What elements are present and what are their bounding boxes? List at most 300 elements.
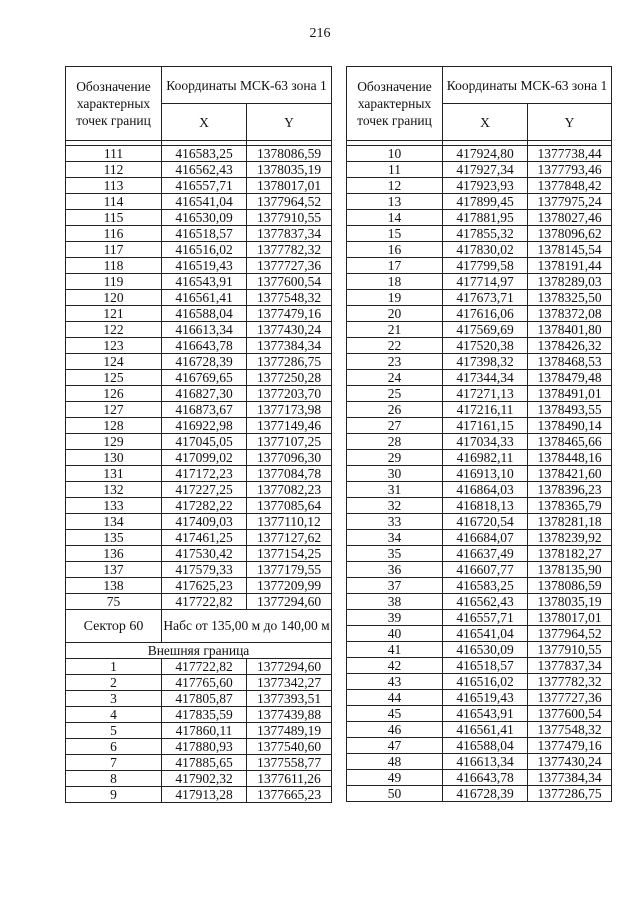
table-row (347, 242, 612, 258)
coord-x: 416613,34 (443, 754, 528, 770)
table-row (66, 771, 332, 787)
header-y: Y (528, 104, 612, 141)
coordinates-table-left (65, 66, 332, 803)
coord-x: 417835,59 (162, 707, 247, 723)
coord-x: 416562,43 (162, 162, 247, 178)
table-row (347, 626, 612, 642)
point-number: 41 (347, 642, 443, 658)
coord-x: 417923,93 (443, 178, 528, 194)
coord-y: 1377540,60 (247, 739, 332, 755)
header-point-name: Обозначение характерных точек границ (66, 67, 162, 141)
coord-x: 417227,25 (162, 482, 247, 498)
coordinates-table-right (346, 66, 612, 802)
coord-x: 416516,02 (162, 242, 247, 258)
point-number: 2 (66, 675, 162, 691)
coord-x: 417398,32 (443, 354, 528, 370)
table-row (347, 210, 612, 226)
coord-y: 1377910,55 (247, 210, 332, 226)
coord-x: 416541,04 (443, 626, 528, 642)
coord-y: 1377793,46 (528, 162, 612, 178)
table-row (347, 770, 612, 786)
point-number: 40 (347, 626, 443, 642)
table-row (347, 594, 612, 610)
point-number: 3 (66, 691, 162, 707)
table-row (347, 738, 612, 754)
coord-y: 1377096,30 (247, 450, 332, 466)
coord-y: 1377082,23 (247, 482, 332, 498)
coord-y: 1377430,24 (247, 322, 332, 338)
point-number: 47 (347, 738, 443, 754)
table-row (66, 787, 332, 803)
table-row (347, 338, 612, 354)
table-row (66, 402, 332, 418)
point-number: 45 (347, 706, 443, 722)
coord-x: 416530,09 (162, 210, 247, 226)
point-number: 126 (66, 386, 162, 402)
point-number: 17 (347, 258, 443, 274)
point-number: 34 (347, 530, 443, 546)
table-row (66, 338, 332, 354)
header-x: X (162, 104, 247, 141)
coord-y: 1378096,62 (528, 226, 612, 242)
point-number: 35 (347, 546, 443, 562)
table-row (347, 386, 612, 402)
point-number: 39 (347, 610, 443, 626)
table-row (66, 691, 332, 707)
coord-x: 417830,02 (443, 242, 528, 258)
coord-x: 416557,71 (162, 178, 247, 194)
table-row (66, 306, 332, 322)
coord-y: 1378325,50 (528, 290, 612, 306)
table-row (347, 194, 612, 210)
coord-y: 1377107,25 (247, 434, 332, 450)
point-number: 125 (66, 370, 162, 386)
coord-x: 417216,11 (443, 402, 528, 418)
coord-x: 416562,43 (443, 594, 528, 610)
table-row (347, 754, 612, 770)
point-number: 29 (347, 450, 443, 466)
point-number: 25 (347, 386, 443, 402)
coord-x: 417461,25 (162, 530, 247, 546)
coord-y: 1378289,03 (528, 274, 612, 290)
table-row (66, 242, 332, 258)
table-row (347, 418, 612, 434)
coord-x: 416769,65 (162, 370, 247, 386)
coord-y: 1377384,34 (247, 338, 332, 354)
coord-y: 1377479,16 (528, 738, 612, 754)
outer-border-row (66, 643, 332, 659)
point-number: 22 (347, 338, 443, 354)
coord-x: 416530,09 (443, 642, 528, 658)
point-number: 23 (347, 354, 443, 370)
point-number: 12 (347, 178, 443, 194)
coord-y: 1378281,18 (528, 514, 612, 530)
coord-x: 416913,10 (443, 466, 528, 482)
coord-x: 416543,91 (162, 274, 247, 290)
point-number: 14 (347, 210, 443, 226)
coord-x: 416728,39 (162, 354, 247, 370)
coord-y: 1378491,01 (528, 386, 612, 402)
table-row (347, 530, 612, 546)
coord-x: 417344,34 (443, 370, 528, 386)
table-row (66, 386, 332, 402)
point-number: 135 (66, 530, 162, 546)
table-row (347, 498, 612, 514)
coord-y: 1378479,48 (528, 370, 612, 386)
coord-y: 1377727,36 (528, 690, 612, 706)
table-row (66, 675, 332, 691)
coord-x: 417530,42 (162, 546, 247, 562)
point-number: 114 (66, 194, 162, 210)
coord-x: 417927,34 (443, 162, 528, 178)
point-number: 33 (347, 514, 443, 530)
table-row (66, 290, 332, 306)
point-number: 18 (347, 274, 443, 290)
table-row (347, 546, 612, 562)
point-number: 50 (347, 786, 443, 802)
table-row (347, 322, 612, 338)
coord-x: 417409,03 (162, 514, 247, 530)
coord-y: 1377738,44 (528, 146, 612, 162)
coord-x: 416720,54 (443, 514, 528, 530)
coord-x: 416518,57 (162, 226, 247, 242)
point-number: 13 (347, 194, 443, 210)
table-row (66, 739, 332, 755)
coord-y: 1378401,80 (528, 322, 612, 338)
sector-label: Сектор 60 (66, 610, 162, 643)
sector-row (66, 610, 332, 643)
coord-y: 1378182,27 (528, 546, 612, 562)
coord-y: 1378396,23 (528, 482, 612, 498)
coord-x: 417045,05 (162, 434, 247, 450)
point-number: 15 (347, 226, 443, 242)
coord-y: 1378421,60 (528, 466, 612, 482)
coord-y: 1378191,44 (528, 258, 612, 274)
table-row (347, 722, 612, 738)
coord-y: 1377489,19 (247, 723, 332, 739)
coord-x: 416588,04 (443, 738, 528, 754)
coord-y: 1378448,16 (528, 450, 612, 466)
table-row (347, 146, 612, 162)
point-number: 115 (66, 210, 162, 226)
coord-x: 416561,41 (443, 722, 528, 738)
coord-x: 416516,02 (443, 674, 528, 690)
table-row (347, 610, 612, 626)
coord-y: 1377149,46 (247, 418, 332, 434)
coord-y: 1377665,23 (247, 787, 332, 803)
table-row (66, 274, 332, 290)
table-row (347, 258, 612, 274)
coord-y: 1377294,60 (247, 659, 332, 675)
header-y: Y (247, 104, 332, 141)
point-number: 138 (66, 578, 162, 594)
table-row (66, 707, 332, 723)
table-row (66, 178, 332, 194)
table-row (347, 178, 612, 194)
point-number: 112 (66, 162, 162, 178)
coord-y: 1378086,59 (528, 578, 612, 594)
table-row (66, 482, 332, 498)
coord-y: 1378465,66 (528, 434, 612, 450)
table-row (66, 146, 332, 162)
table-row (347, 706, 612, 722)
header-coordinates: Координаты МСК-63 зона 1 (443, 67, 612, 104)
coord-y: 1377173,98 (247, 402, 332, 418)
point-number: 10 (347, 146, 443, 162)
coord-y: 1377479,16 (247, 306, 332, 322)
coord-x: 416827,30 (162, 386, 247, 402)
table-row (66, 594, 332, 610)
height-note: Набс от 135,00 м до 140,00 м (162, 610, 332, 643)
table-row (66, 546, 332, 562)
table-row (347, 226, 612, 242)
table-row (66, 210, 332, 226)
point-number: 132 (66, 482, 162, 498)
point-number: 27 (347, 418, 443, 434)
point-number: 75 (66, 594, 162, 610)
coord-y: 1377110,12 (247, 514, 332, 530)
header-point-name: Обозначение характерных точек границ (347, 67, 443, 141)
coord-y: 1378035,19 (247, 162, 332, 178)
coord-x: 417722,82 (162, 594, 247, 610)
table-row (347, 434, 612, 450)
coord-y: 1378493,55 (528, 402, 612, 418)
coord-y: 1377384,34 (528, 770, 612, 786)
coord-y: 1377964,52 (528, 626, 612, 642)
coord-y: 1377342,27 (247, 675, 332, 691)
coord-x: 417805,87 (162, 691, 247, 707)
point-number: 116 (66, 226, 162, 242)
coord-y: 1377085,64 (247, 498, 332, 514)
coord-x: 416613,34 (162, 322, 247, 338)
table-row (347, 578, 612, 594)
outer-border-label: Внешняя граница (66, 643, 332, 659)
coord-y: 1377127,62 (247, 530, 332, 546)
coord-y: 1378372,08 (528, 306, 612, 322)
coord-x: 416922,98 (162, 418, 247, 434)
point-number: 131 (66, 466, 162, 482)
coord-y: 1377848,42 (528, 178, 612, 194)
table-row (347, 466, 612, 482)
point-number: 32 (347, 498, 443, 514)
coord-y: 1377179,55 (247, 562, 332, 578)
coord-y: 1377910,55 (528, 642, 612, 658)
point-number: 19 (347, 290, 443, 306)
table-row (66, 466, 332, 482)
point-number: 38 (347, 594, 443, 610)
point-number: 133 (66, 498, 162, 514)
coord-y: 1377084,78 (247, 466, 332, 482)
coord-y: 1377600,54 (528, 706, 612, 722)
point-number: 42 (347, 658, 443, 674)
coord-y: 1377611,26 (247, 771, 332, 787)
table-row (66, 418, 332, 434)
point-number: 48 (347, 754, 443, 770)
point-number: 134 (66, 514, 162, 530)
point-number: 129 (66, 434, 162, 450)
table-row (66, 723, 332, 739)
table-row (66, 755, 332, 771)
point-number: 128 (66, 418, 162, 434)
point-number: 122 (66, 322, 162, 338)
table-row (66, 530, 332, 546)
coord-y: 1378426,32 (528, 338, 612, 354)
page-number: 216 (309, 26, 331, 41)
point-number: 36 (347, 562, 443, 578)
coord-x: 417902,32 (162, 771, 247, 787)
point-number: 37 (347, 578, 443, 594)
coord-x: 417880,93 (162, 739, 247, 755)
table-row (347, 482, 612, 498)
table-row (66, 226, 332, 242)
point-number: 111 (66, 146, 162, 162)
table-row (347, 450, 612, 466)
coord-y: 1377548,32 (247, 290, 332, 306)
table-row (347, 786, 612, 802)
coord-x: 417714,97 (443, 274, 528, 290)
coord-y: 1378017,01 (528, 610, 612, 626)
coord-y: 1378017,01 (247, 178, 332, 194)
coord-y: 1377548,32 (528, 722, 612, 738)
coord-y: 1378490,14 (528, 418, 612, 434)
coord-x: 416588,04 (162, 306, 247, 322)
coord-x: 416518,57 (443, 658, 528, 674)
point-number: 21 (347, 322, 443, 338)
coord-y: 1378145,54 (528, 242, 612, 258)
coord-x: 416541,04 (162, 194, 247, 210)
coord-x: 417616,06 (443, 306, 528, 322)
table-row (347, 274, 612, 290)
point-number: 20 (347, 306, 443, 322)
table-row (347, 658, 612, 674)
coord-y: 1378027,46 (528, 210, 612, 226)
table-row (66, 194, 332, 210)
coord-x: 417860,11 (162, 723, 247, 739)
table-row (347, 370, 612, 386)
coord-x: 416607,77 (443, 562, 528, 578)
coord-y: 1377837,34 (247, 226, 332, 242)
coord-x: 417579,33 (162, 562, 247, 578)
point-number: 120 (66, 290, 162, 306)
coord-x: 417899,45 (443, 194, 528, 210)
coord-y: 1377782,32 (247, 242, 332, 258)
table-row (66, 354, 332, 370)
coord-x: 417034,33 (443, 434, 528, 450)
table-row (66, 562, 332, 578)
point-number: 11 (347, 162, 443, 178)
table-row (347, 162, 612, 178)
coord-y: 1378239,92 (528, 530, 612, 546)
point-number: 130 (66, 450, 162, 466)
coord-y: 1377975,24 (528, 194, 612, 210)
table-row (66, 162, 332, 178)
point-number: 136 (66, 546, 162, 562)
coord-x: 417881,95 (443, 210, 528, 226)
point-number: 127 (66, 402, 162, 418)
coord-x: 416864,03 (443, 482, 528, 498)
coord-y: 1377782,32 (528, 674, 612, 690)
point-number: 8 (66, 771, 162, 787)
coord-y: 1378365,79 (528, 498, 612, 514)
header-x: X (443, 104, 528, 141)
coord-x: 416583,25 (162, 146, 247, 162)
point-number: 123 (66, 338, 162, 354)
table-row (347, 642, 612, 658)
point-number: 9 (66, 787, 162, 803)
point-number: 46 (347, 722, 443, 738)
coord-x: 416818,13 (443, 498, 528, 514)
coord-y: 1377430,24 (528, 754, 612, 770)
coord-x: 416684,07 (443, 530, 528, 546)
table-row (66, 514, 332, 530)
coord-y: 1377286,75 (528, 786, 612, 802)
coord-x: 417673,71 (443, 290, 528, 306)
coord-y: 1377393,51 (247, 691, 332, 707)
coord-x: 417271,13 (443, 386, 528, 402)
coord-x: 417924,80 (443, 146, 528, 162)
coord-x: 417765,60 (162, 675, 247, 691)
coord-y: 1377558,77 (247, 755, 332, 771)
point-number: 24 (347, 370, 443, 386)
point-number: 16 (347, 242, 443, 258)
coord-x: 417625,23 (162, 578, 247, 594)
coord-y: 1377600,54 (247, 274, 332, 290)
point-number: 137 (66, 562, 162, 578)
table-row (347, 514, 612, 530)
coord-y: 1377154,25 (247, 546, 332, 562)
point-number: 113 (66, 178, 162, 194)
coord-x: 417282,22 (162, 498, 247, 514)
coord-x: 416557,71 (443, 610, 528, 626)
coord-y: 1377250,28 (247, 370, 332, 386)
coord-x: 417885,65 (162, 755, 247, 771)
coord-x: 417569,69 (443, 322, 528, 338)
coord-y: 1377294,60 (247, 594, 332, 610)
table-row (347, 674, 612, 690)
coord-x: 416728,39 (443, 786, 528, 802)
coord-x: 417172,23 (162, 466, 247, 482)
coord-x: 416543,91 (443, 706, 528, 722)
coord-x: 417520,38 (443, 338, 528, 354)
coord-x: 416643,78 (162, 338, 247, 354)
table-row (347, 562, 612, 578)
coord-x: 416519,43 (443, 690, 528, 706)
coord-y: 1377203,70 (247, 386, 332, 402)
point-number: 26 (347, 402, 443, 418)
point-number: 1 (66, 659, 162, 675)
coord-y: 1377727,36 (247, 258, 332, 274)
coord-x: 416583,25 (443, 578, 528, 594)
coord-y: 1377964,52 (247, 194, 332, 210)
coord-x: 417161,15 (443, 418, 528, 434)
table-row (347, 290, 612, 306)
coord-x: 417722,82 (162, 659, 247, 675)
coord-x: 417855,32 (443, 226, 528, 242)
table-row (66, 578, 332, 594)
point-number: 4 (66, 707, 162, 723)
coord-x: 416873,67 (162, 402, 247, 418)
point-number: 43 (347, 674, 443, 690)
point-number: 5 (66, 723, 162, 739)
coord-y: 1377209,99 (247, 578, 332, 594)
coord-y: 1377837,34 (528, 658, 612, 674)
point-number: 28 (347, 434, 443, 450)
coord-x: 416637,49 (443, 546, 528, 562)
table-row (66, 498, 332, 514)
table-row (66, 450, 332, 466)
point-number: 49 (347, 770, 443, 786)
coord-x: 417799,58 (443, 258, 528, 274)
